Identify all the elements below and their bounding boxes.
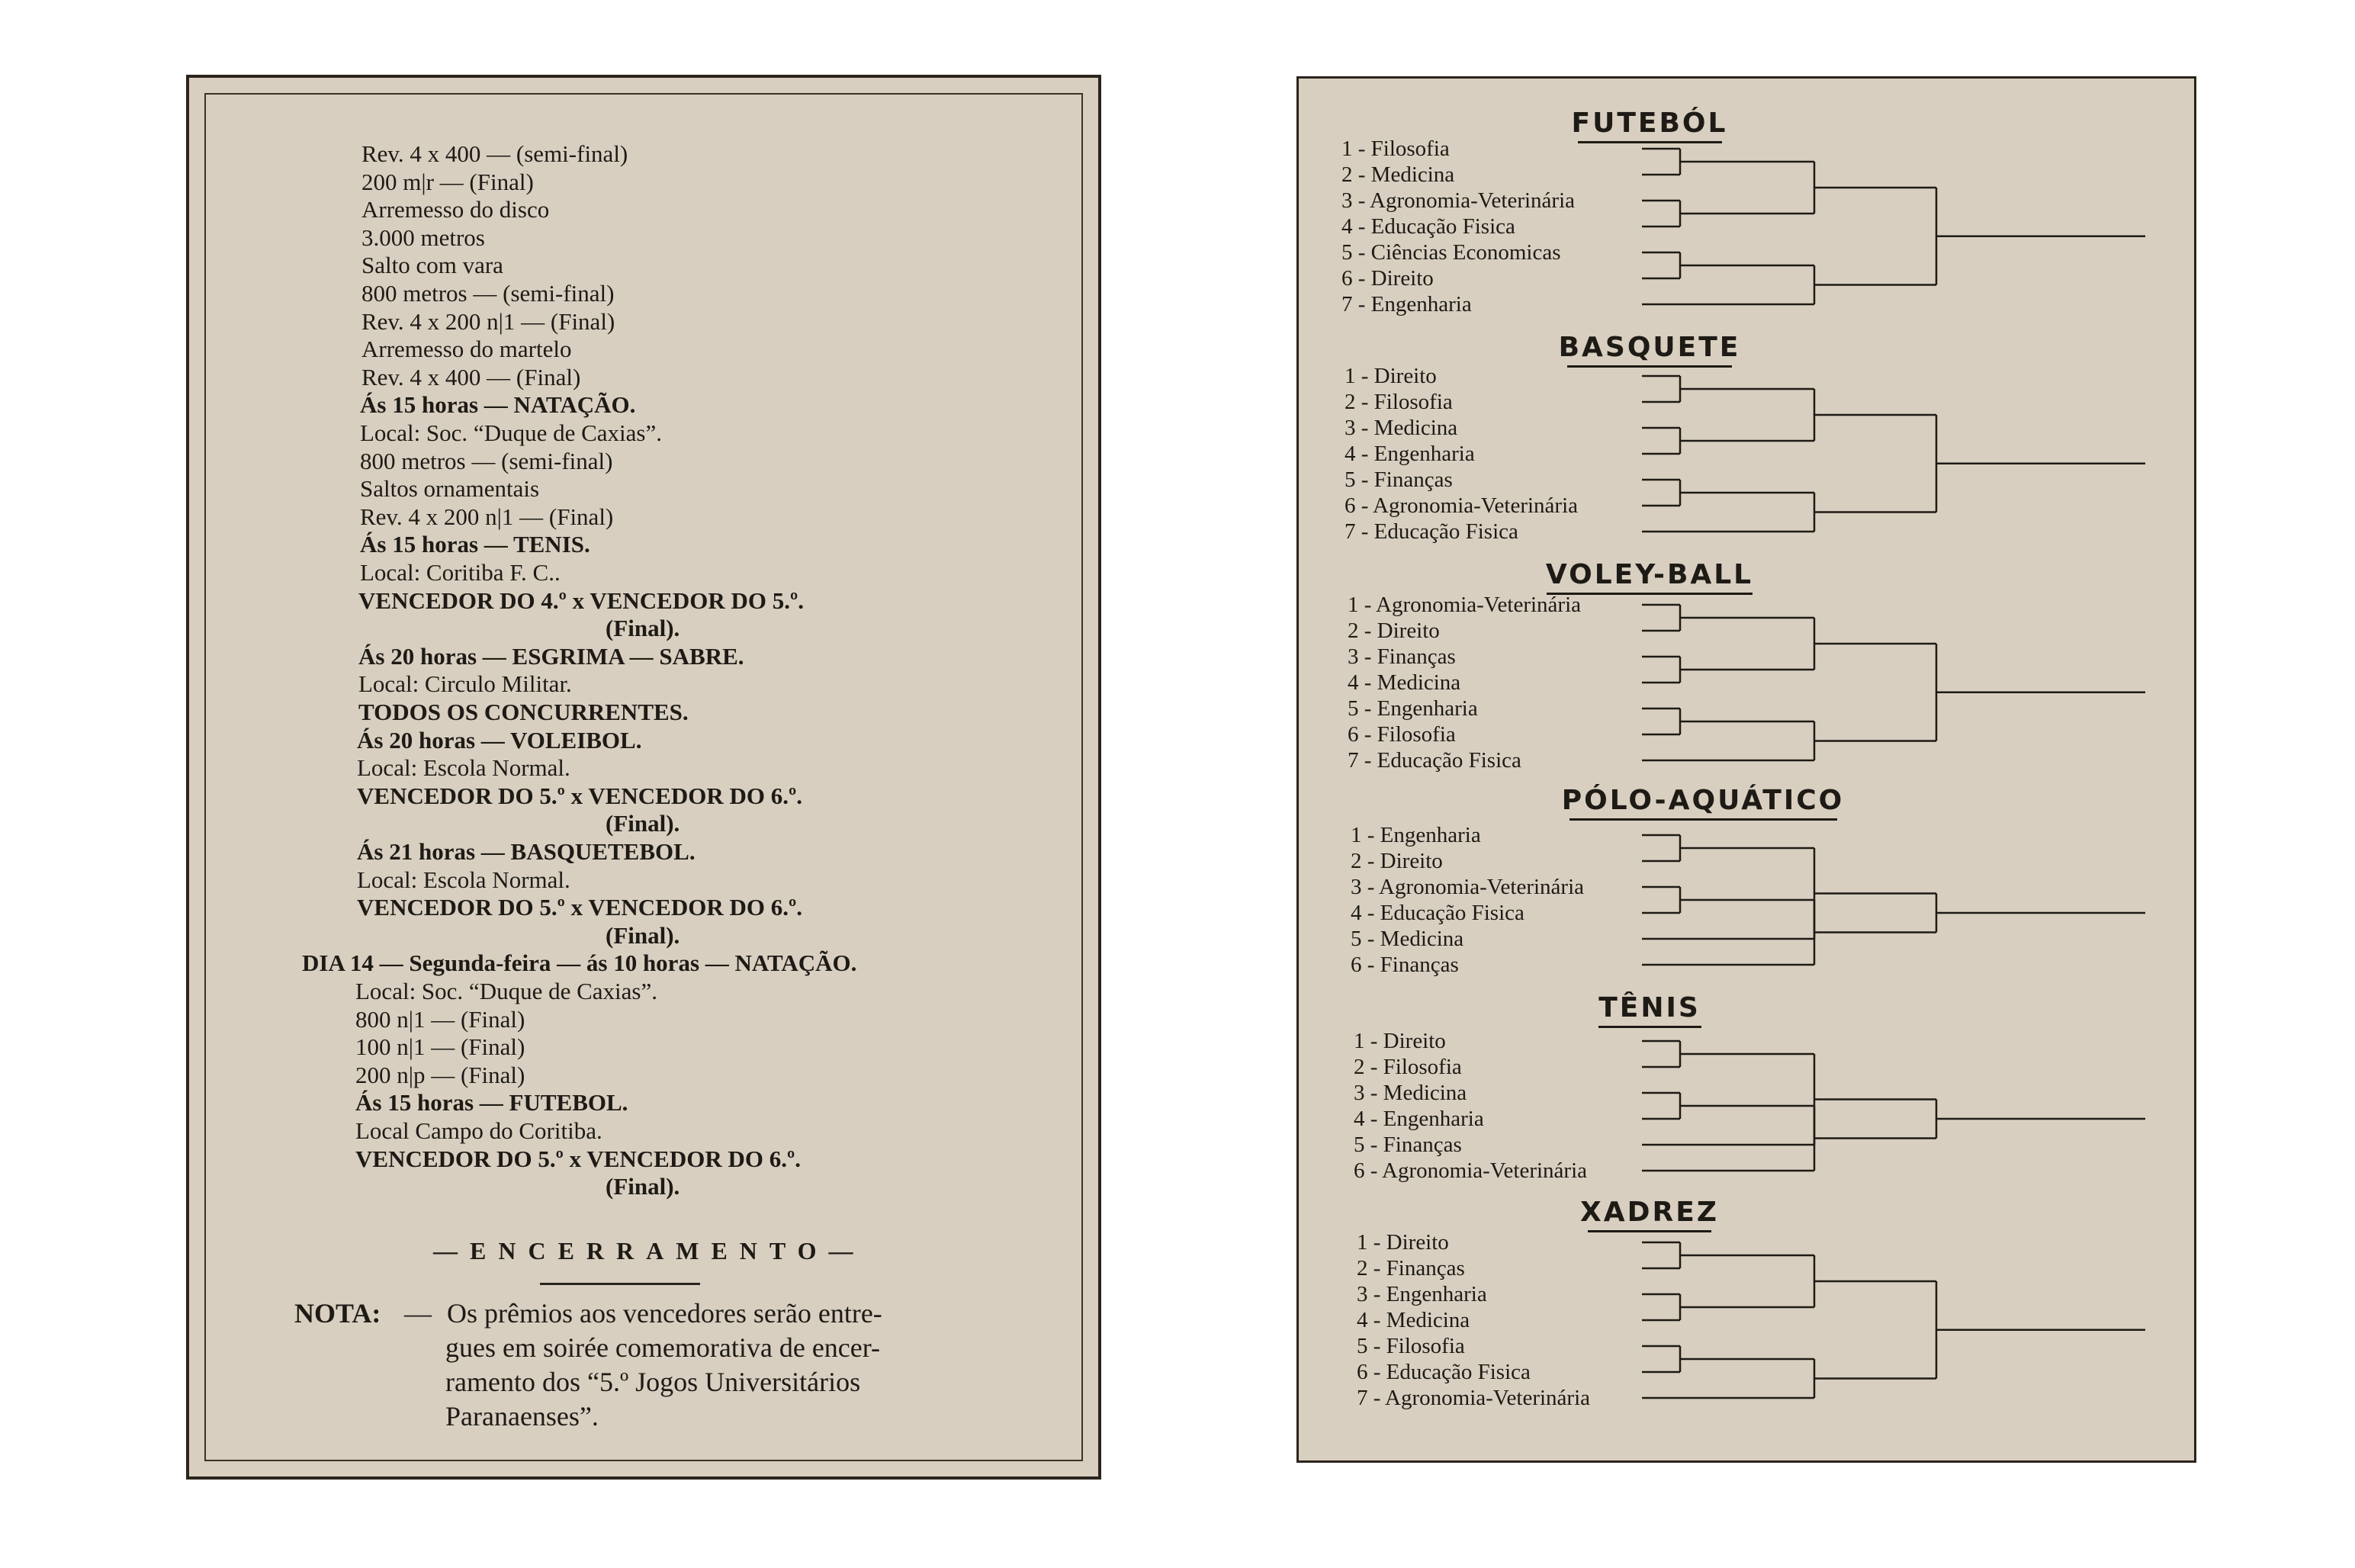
schedule-line: VENCEDOR DO 5.º x VENCEDOR DO 6.º. xyxy=(357,894,802,921)
team-entry: 2 - Medicina xyxy=(1341,162,1455,187)
sport-title-underline xyxy=(1567,365,1732,368)
team-entry: 2 - Filosofia xyxy=(1345,390,1453,414)
schedule-line: 800 n|1 — (Final) xyxy=(355,1005,525,1033)
team-entry: 5 - Medicina xyxy=(1351,927,1464,951)
team-entry: 3 - Finanças xyxy=(1348,644,1456,669)
team-entry: 4 - Medicina xyxy=(1357,1308,1470,1332)
schedule-line: Arremesso do martelo xyxy=(361,336,572,363)
team-entry: 5 - Finanças xyxy=(1345,468,1453,492)
team-entry: 2 - Filosofia xyxy=(1354,1055,1462,1079)
sport-title: PÓLO-AQUÁTICO xyxy=(1561,785,1845,816)
team-entry: 3 - Engenharia xyxy=(1357,1282,1487,1306)
sport-title: VOLEY-BALL xyxy=(1545,559,1754,590)
team-entry: 4 - Engenharia xyxy=(1345,442,1475,466)
schedule-line: 800 metros — (semi-final) xyxy=(360,447,613,474)
team-entry: 6 - Filosofia xyxy=(1348,722,1456,747)
team-entry: 6 - Direito xyxy=(1341,266,1434,291)
team-entry: 1 - Agronomia-Veterinária xyxy=(1348,593,1582,617)
brackets-page xyxy=(1296,76,2196,1463)
schedule-line: Ás 15 horas — FUTEBOL. xyxy=(355,1089,628,1117)
schedule-line: Local: Coritiba F. C.. xyxy=(360,559,561,586)
team-entry: 7 - Agronomia-Veterinária xyxy=(1357,1386,1591,1410)
schedule-line: (Final). xyxy=(606,810,680,837)
schedule-line: Local: Escola Normal. xyxy=(357,866,570,893)
team-entry: 6 - Agronomia-Veterinária xyxy=(1354,1158,1588,1183)
team-entry: 3 - Medicina xyxy=(1354,1081,1467,1105)
team-entry: 6 - Educação Fisica xyxy=(1357,1360,1531,1384)
team-entry: 6 - Agronomia-Veterinária xyxy=(1345,493,1579,518)
team-entry: 4 - Educação Fisica xyxy=(1341,214,1515,239)
schedule-line: Saltos ornamentais xyxy=(360,475,540,503)
team-entry: 4 - Engenharia xyxy=(1354,1107,1484,1131)
schedule-line: Local: Soc. “Duque de Caxias”. xyxy=(360,419,662,446)
note-label: NOTA: xyxy=(294,1298,381,1329)
schedule-line: VENCEDOR DO 5.º x VENCEDOR DO 6.º. xyxy=(355,1145,801,1172)
sport-title: TÊNIS xyxy=(1598,992,1701,1023)
schedule-line: VENCEDOR DO 4.º x VENCEDOR DO 5.º. xyxy=(358,586,804,614)
team-entry: 1 - Direito xyxy=(1345,364,1437,388)
team-entry: 3 - Agronomia-Veterinária xyxy=(1351,875,1585,899)
schedule-line: TODOS OS CONCURRENTES. xyxy=(358,699,689,725)
schedule-line: (Final). xyxy=(606,1173,680,1200)
team-entry: 4 - Educação Fisica xyxy=(1351,901,1524,925)
note-line: ramento dos “5.º Jogos Universitários xyxy=(445,1367,861,1397)
sport-title: FUTEBÓL xyxy=(1571,108,1728,139)
schedule-line: (Final). xyxy=(606,615,680,642)
schedule-line: 200 n|p — (Final) xyxy=(355,1061,525,1088)
schedule-line: Ás 15 horas — TENIS. xyxy=(360,531,590,558)
schedule-line: 200 m|r — (Final) xyxy=(361,168,534,195)
schedule-line: Rev. 4 x 200 n|1 — (Final) xyxy=(360,503,614,530)
schedule-line: Local: Circulo Militar. xyxy=(358,670,572,698)
team-entry: 7 - Engenharia xyxy=(1341,292,1472,316)
team-entry: 1 - Direito xyxy=(1357,1230,1449,1255)
schedule-line: Ás 15 horas — NATAÇÃO. xyxy=(360,391,636,419)
schedule-line: Local: Soc. “Duque de Caxias”. xyxy=(355,978,657,1004)
schedule-line: Rev. 4 x 400 — (Final) xyxy=(361,363,581,390)
team-entry: 7 - Educação Fisica xyxy=(1348,748,1521,773)
team-entry: 5 - Finanças xyxy=(1354,1133,1462,1157)
closing-rule xyxy=(540,1283,700,1285)
schedule-line: VENCEDOR DO 5.º x VENCEDOR DO 6.º. xyxy=(357,782,802,809)
team-entry: 4 - Medicina xyxy=(1348,670,1461,695)
schedule-line: Local: Escola Normal. xyxy=(357,754,570,782)
schedule-line: Ás 20 horas — VOLEIBOL. xyxy=(357,726,642,753)
team-entry: 5 - Filosofia xyxy=(1357,1334,1465,1358)
schedule-line: Salto com vara xyxy=(361,252,503,279)
team-entry: 2 - Finanças xyxy=(1357,1256,1465,1280)
schedule-line: Local Campo do Coritiba. xyxy=(355,1117,602,1144)
schedule-line: Ás 21 horas — BASQUETEBOL. xyxy=(357,838,696,865)
note-dash: — xyxy=(404,1298,432,1329)
sport-title-underline xyxy=(1578,141,1722,143)
schedule-page xyxy=(186,75,1101,1480)
schedule-line: Rev. 4 x 200 n|1 — (Final) xyxy=(361,307,615,335)
note-line: Paranaenses”. xyxy=(445,1401,599,1431)
schedule-line: DIA 14 — Segunda-feira — ás 10 horas — NATAÇÃO. xyxy=(302,949,857,977)
schedule-line: 800 metros — (semi-final) xyxy=(361,280,615,307)
team-entry: 1 - Direito xyxy=(1354,1029,1446,1053)
team-entry: 5 - Engenharia xyxy=(1348,696,1478,721)
team-entry: 3 - Agronomia-Veterinária xyxy=(1341,188,1576,213)
note-line: gues em soirée comemorativa de encer- xyxy=(445,1332,881,1363)
team-entry: 3 - Medicina xyxy=(1345,416,1458,440)
sport-title: BASQUETE xyxy=(1558,332,1741,363)
sport-title-underline xyxy=(1569,818,1837,821)
schedule-line: (Final). xyxy=(606,921,680,949)
schedule-line: Rev. 4 x 400 — (semi-final) xyxy=(361,140,628,167)
schedule-line: 3.000 metros xyxy=(361,223,485,251)
schedule-line: Arremesso do disco xyxy=(361,196,550,223)
team-entry: 1 - Engenharia xyxy=(1351,823,1481,847)
closing-heading: —ENCERRAMENTO— xyxy=(433,1237,866,1264)
note-line: Os prêmios aos vencedores serão entre- xyxy=(447,1298,882,1329)
schedule-line: 100 n|1 — (Final) xyxy=(355,1033,525,1061)
team-entry: 5 - Ciências Economicas xyxy=(1341,240,1561,265)
team-entry: 7 - Educação Fisica xyxy=(1345,519,1518,544)
team-entry: 6 - Finanças xyxy=(1351,953,1459,977)
team-entry: 1 - Filosofia xyxy=(1341,137,1450,161)
schedule-line: Ás 20 horas — ESGRIMA — SABRE. xyxy=(358,642,744,670)
sport-title: XADREZ xyxy=(1580,1197,1719,1228)
sport-title-underline xyxy=(1598,1026,1701,1028)
team-entry: 2 - Direito xyxy=(1348,619,1440,643)
team-entry: 2 - Direito xyxy=(1351,849,1443,873)
sport-title-underline xyxy=(1588,1230,1711,1232)
